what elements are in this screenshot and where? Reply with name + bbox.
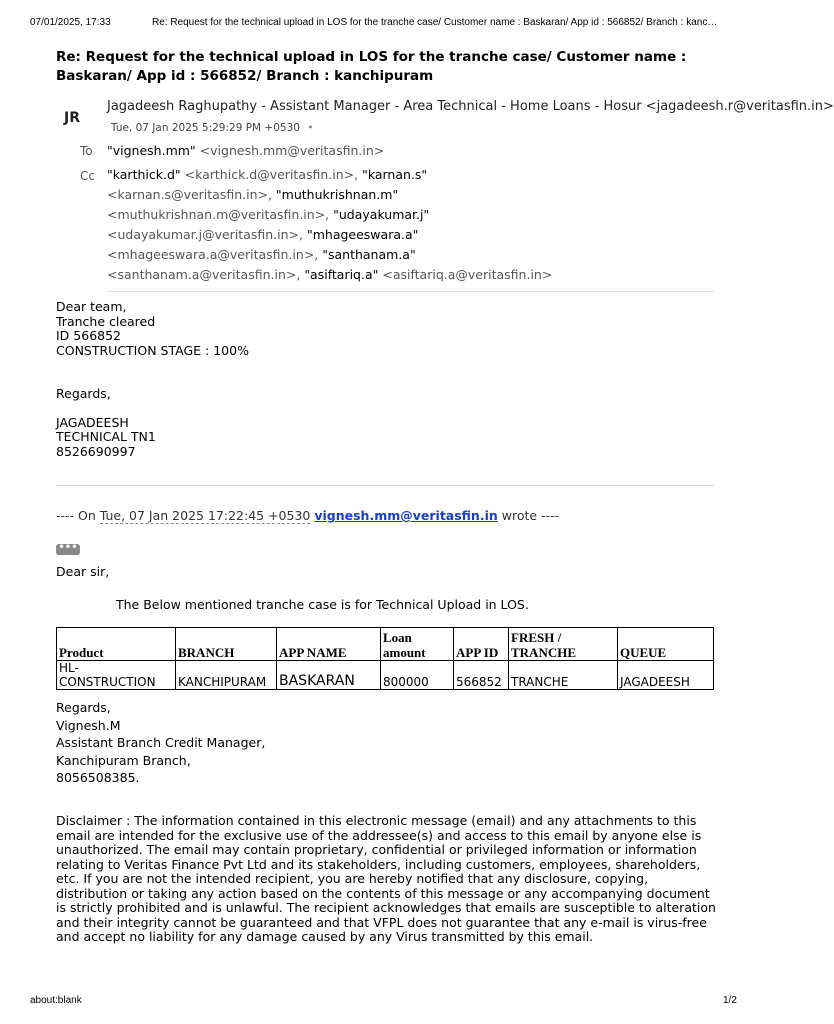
to-label: To <box>80 144 93 158</box>
cell-fresh-tranche: TRANCHE <box>509 661 618 690</box>
disclaimer: Disclaimer : The information contained in this electronic message (email) and any attachments to this email are intended for the exclusive use of the addressee(s) and access to this email by anyone else is unauthorized. The email may contain proprietary, confidential or privileged information or information relating to Veritas Finance Pvt Ltd and its stakeholders, including customers, employees, shareholders, etc. If you are not the intended recipient, you are hereby notified that any disclosure, copying, distribution or taking any action based on the contents of this message or any accompanying document is strictly prohibited and is unlawful. The recipient acknowledges that emails are susceptible to alteration and their integrity cannot be guaranteed and that VFPL does not guarantee that any e-mail is virus-free and accept no liability for any damage caused by any Virus transmitted by this email. <box>56 813 716 944</box>
avatar[interactable]: JR <box>64 110 80 126</box>
cc-line <box>107 205 552 225</box>
subject-line-2: Baskaran/ App id : 566852/ Branch : kanchipuram <box>56 68 434 84</box>
cc-name[interactable]: "mhageeswara.a" <box>306 227 419 242</box>
cc-email[interactable]: <karnan.s@veritasfin.in>, <box>107 187 276 202</box>
header-queue: QUEUE <box>618 628 714 661</box>
reply-line-1: Tranche cleared <box>56 313 156 329</box>
print-footer-page: 1/2 <box>723 995 737 1006</box>
subject-line-1: Re: Request for the technical upload in LOS for the tranche case/ Customer name : <box>56 49 687 65</box>
table-row <box>57 661 714 690</box>
header-branch: BRANCH <box>176 628 277 661</box>
print-title: Re: Request for the technical upload in LOS for the tranche case/ Customer name : Baskaran/ App id : 566852/ Branch : kanc… <box>152 17 718 28</box>
cc-label: Cc <box>80 169 95 183</box>
date-dot-icon: • <box>307 122 314 134</box>
reply-sig-title: TECHNICAL TN1 <box>56 429 156 444</box>
quote-suffix: wrote ---- <box>497 508 560 523</box>
table-header-row <box>57 628 714 661</box>
cc-recipients[interactable] <box>107 165 552 285</box>
cc-name[interactable]: "udayakumar.j" <box>333 207 430 222</box>
quote-header <box>56 508 559 523</box>
quote-prefix: ---- On <box>56 508 100 523</box>
cell-branch: KANCHIPURAM <box>176 661 277 690</box>
reply-line-3: CONSTRUCTION STAGE : 100% <box>56 342 249 358</box>
cell-app-id: 566852 <box>454 661 509 690</box>
quote-sig-phone: 8056508385. <box>56 770 140 785</box>
print-datetime: 07/01/2025, 17:33 <box>30 17 111 28</box>
cc-email[interactable]: <asiftariq.a@veritasfin.in> <box>382 267 553 282</box>
reply-sig-name: JAGADEESH <box>56 414 129 430</box>
header-divider <box>107 291 714 292</box>
header-app-id: APP ID <box>454 628 509 661</box>
los-table <box>56 627 714 690</box>
cell-app-name: BASKARAN <box>277 661 381 690</box>
quote-intro: The Below mentioned tranche case is for Technical Upload in LOS. <box>116 597 529 612</box>
cc-email[interactable]: <udayakumar.j@veritasfin.in>, <box>107 227 307 242</box>
reply-body <box>56 300 249 459</box>
to-email: <vignesh.mm@veritasfin.in> <box>199 143 385 158</box>
cc-line <box>107 165 552 185</box>
cc-email[interactable]: <karthick.d@veritasfin.in>, <box>184 167 363 182</box>
cc-name[interactable]: "karnan.s" <box>362 167 428 182</box>
cc-name[interactable]: "karthick.d" <box>107 167 185 182</box>
cc-line <box>107 265 552 285</box>
quote-signature <box>56 699 265 787</box>
cc-line <box>107 185 552 205</box>
reply-greeting: Dear team, <box>56 299 127 314</box>
quote-sig-name: Vignesh.M <box>56 717 121 733</box>
to-recipient[interactable] <box>107 141 384 161</box>
email-subject <box>56 48 686 86</box>
quote-email-link[interactable]: vignesh.mm@veritasfin.in <box>314 508 498 523</box>
cell-product: HL- CONSTRUCTION <box>57 661 176 690</box>
quote-date: Tue, 07 Jan 2025 17:22:45 +0530 <box>99 508 311 523</box>
cc-name[interactable]: "asiftariq.a" <box>304 267 383 282</box>
cell-loan-amount: 800000 <box>381 661 454 690</box>
cc-email[interactable]: <santhanam.a@veritasfin.in>, <box>107 267 305 282</box>
print-footer-url: about:blank <box>30 995 82 1006</box>
show-quoted-button[interactable]: ••• <box>56 544 80 555</box>
to-name: "vignesh.mm" <box>107 143 196 158</box>
reply-line-2: ID 566852 <box>56 328 122 343</box>
cell-queue: JAGADEESH <box>618 661 714 690</box>
reply-sig-phone: 8526690997 <box>56 443 136 459</box>
header-loan-amount: Loan amount <box>381 628 454 661</box>
email-date-text: Tue, 07 Jan 2025 5:29:29 PM +0530 <box>111 122 300 134</box>
quote-regards: Regards, <box>56 700 111 715</box>
header-app-name: APP NAME <box>277 628 381 661</box>
cc-email[interactable]: <mhageeswara.a@veritasfin.in>, <box>107 247 323 262</box>
cc-name[interactable]: "santhanam.a" <box>322 247 416 262</box>
cc-email[interactable]: <muthukrishnan.m@veritasfin.in>, <box>107 207 334 222</box>
header-fresh-tranche: FRESH / TRANCHE <box>509 628 618 661</box>
quote-greeting: Dear sir, <box>56 564 110 579</box>
cc-line <box>107 245 552 265</box>
cc-name[interactable]: "muthukrishnan.m" <box>275 187 399 202</box>
email-date <box>111 122 314 134</box>
cc-line <box>107 225 552 245</box>
header-product: Product <box>57 628 176 661</box>
sender-name[interactable]: Jagadeesh Raghupathy - Assistant Manager - Area Technical - Home Loans - Hosur <jagadeesh.r@veritasfin.in> <box>107 99 834 114</box>
quote-divider <box>56 485 714 486</box>
reply-regards: Regards, <box>56 386 111 401</box>
quote-sig-title: Assistant Branch Credit Manager, <box>56 735 266 750</box>
quote-sig-branch: Kanchipuram Branch, <box>56 752 191 768</box>
